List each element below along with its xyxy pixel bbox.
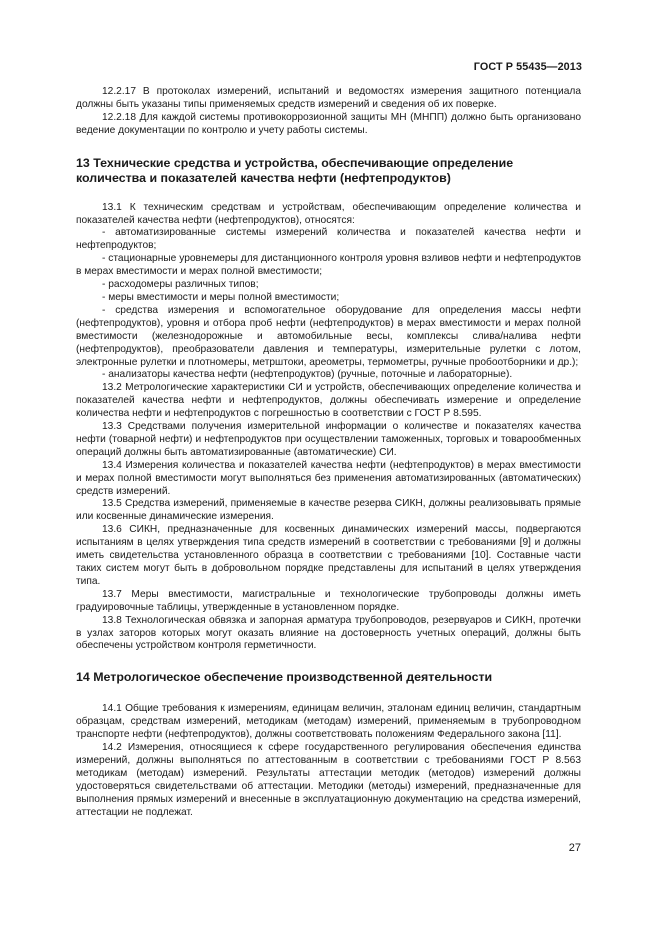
paragraph: 13.7 Меры вместимости, магистральные и технологические трубопроводы должны иметь градуировочные таблицы, утвержденные в установленном порядке. <box>76 588 581 613</box>
paragraph: 13.8 Технологическая обвязка и запорная арматура трубопроводов, резервуаров и СИКН, протечки в узлах заторов которых могут оказать влияние на достоверность учетных операций, должны быть обеспечены устройством контроля герметичности. <box>76 614 581 652</box>
paragraph: 13.4 Измерения количества и показателей качества нефти (нефтепродуктов) в мерах вместимости и мерах полной вместимости могут выполняться без применения автоматизированных (автоматических) средств измерений. <box>76 459 581 497</box>
paragraph: 13.5 Средства измерений, применяемые в качестве резерва СИКН, должны реализовывать прямые или косвенные динамические измерения. <box>76 498 581 523</box>
section-14-title: 14 Метрологическое обеспечение производственной деятельности <box>76 670 493 685</box>
top-paragraphs <box>76 86 581 138</box>
paragraph: 14.1 Общие требования к измерениям, единицам величин, эталонам единиц величин, стандартным образцам, средствам измерений, методикам (методам) измерений, применяемым в трубопроводном транспорте нефти (нефтепродуктов), должны соответствовать положениям Федерального закона [11]. <box>76 703 581 741</box>
list-item: - расходомеры различных типов; <box>102 279 259 291</box>
list-item: - стационарные уровнемеры для дистанционного контроля уровня взливов нефти и нефтепродуктов в мерах вместимости и мерах полной вместимости; <box>76 253 581 278</box>
paragraph: 13.2 Метрологические характеристики СИ и устройств, обеспечивающих определение количества и показателей качества нефти и нефтепродуктов, должны обеспечивать измерение и определение количества нефти и нефтепродуктов с погрешностью в соответствии с ГОСТ Р 8.595. <box>76 382 581 420</box>
paragraph: 12.2.17 В протоколах измерений, испытаний и ведомостях измерения защитного потенциала должны быть указаны типы применяемых средств измерений и сведения об их поверке. <box>76 86 581 110</box>
standard-code: ГОСТ Р 55435—2013 <box>473 61 582 73</box>
section-13-body <box>76 202 581 654</box>
page-content <box>76 86 581 820</box>
paragraph: 14.2 Измерения, относящиеся к сфере государственного регулирования обеспечения единства измерений, должны выполняться по аттестованным в соответствии с требованиями ГОСТ Р 8.563 методикам (методам) измерений. Результаты аттестации методик (методов) измерений должны удостоверяться свидетельствами об аттестации. Методики (методы) измерений, предназначенные для выполнения прямых измерений и внесенные в эксплуатационную документацию на средства измерений, аттестации не подлежат. <box>76 742 581 818</box>
list-item: - меры вместимости и меры полной вместимости; <box>102 291 340 303</box>
list-item: - средства измерения и вспомогательное оборудование для определения массы нефти (нефтепродуктов), уровня и отбора проб нефти (нефтепродуктов) в мерах вместимости и мерах полной вместимости (железнодорожные и автомобильные весы, комплексы слива/налива нефти (нефтепродуктов), преобразователи давления и температуры, измерительные рулетки с лотом, электронные рулетки и плотномеры, метрштоки, ареометры, термометры, ручные пробоотборники и др.); <box>76 304 581 368</box>
paragraph: 13.1 К техническим средствам и устройствам, обеспечивающим определение количества и показателей качества нефти (нефтепродуктов), относятся: <box>76 201 581 226</box>
paragraph: 13.6 СИКН, предназначенные для косвенных динамических измерений массы, подвергаются испытаниям в целях утверждения типа средств измерений в соответствии с требованиями [9] и должны иметь свидетельства установленного образца в соответствии с требованиями [10]. Составные части таких систем могут быть в добровольном порядке представлены для испытаний в целях утверждения типа. <box>76 524 581 587</box>
paragraph: 13.3 Средствами получения измерительной информации о количестве и показателях качества нефти (товарной нефти) и нефтепродуктов при осуществлении таможенных, торговых и товарообменных операций должны быть автоматизированные (автоматические) СИ. <box>76 421 581 458</box>
list-item: - анализаторы качества нефти (нефтепродуктов) (ручные, поточные и лабораторные). <box>102 369 513 381</box>
page-number: 27 <box>568 842 581 854</box>
section-13-title: 13 Технические средства и устройства, обеспечивающие определение количества и показателей качества нефти (нефтепродуктов) <box>76 155 514 185</box>
list-item: - автоматизированные системы измерений количества и показателей качества нефти и нефтепродуктов; <box>76 227 581 252</box>
section-14-body <box>76 703 581 819</box>
paragraph: 12.2.18 Для каждой системы противокоррозионной защиты МН (МНПП) должно быть организовано ведение документации по контролю и учету работы системы. <box>76 111 581 136</box>
